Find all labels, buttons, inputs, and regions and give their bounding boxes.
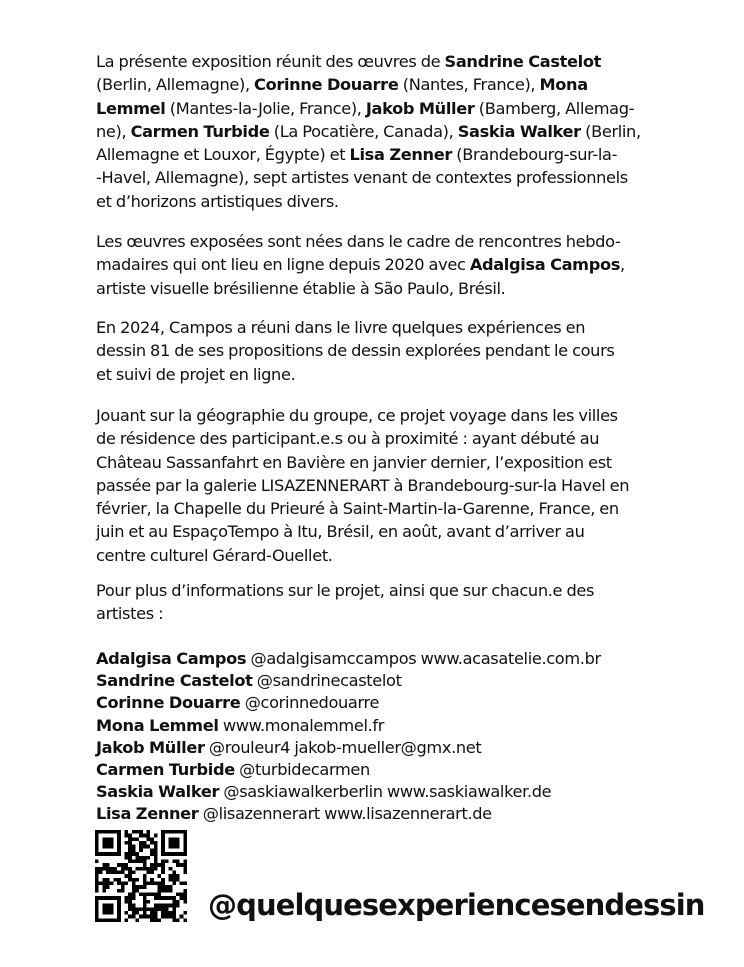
artist-name: Saskia Walker [457,121,581,141]
paragraph-book [96,316,686,386]
text-line [96,602,686,625]
contact-name: Adalgisa Campos [96,649,247,668]
contact-info: @turbidecarmen [239,760,370,780]
text-run: Allemagne et Louxor, Égypte) et [96,145,350,165]
text-line [96,520,686,543]
text-line [96,143,686,166]
text-run: Pour plus d’informations sur le projet, ainsi que sur chacun.e des [96,581,595,600]
text-line [96,97,686,120]
artist-name: Jakob Müller [365,98,475,118]
text-run: de résidence des participant.e.s ou à proximité : ayant débuté au [96,429,600,449]
contact-name: Jakob Müller [96,737,205,757]
artist-name: Adalgisa Campos [469,255,620,275]
text-run: (La Pocatière, Canada), [269,121,458,141]
text-line [96,253,686,276]
text-line [96,363,686,386]
text-run: passée par la galerie LISAZENNERART à Brandebourg-sur-la Havel en [96,475,630,495]
contact-item [96,781,601,803]
text-run: En 2024, Campos a réuni dans le livre quelques expériences en [96,318,586,337]
text-line [96,497,686,520]
contact-name: Lisa Zenner [96,804,199,824]
text-run: (Brandebourg-sur-la- [451,145,618,165]
text-run: Les œuvres exposées sont nées dans le cadre de rencontres hebdo- [96,232,621,251]
contact-info: @rouleur4 jakob-mueller@gmx.net [208,737,482,757]
contact-name: Corinne Douarre [96,693,241,713]
contact-item [96,737,601,759]
text-line [96,451,686,474]
artist-name: Lisa Zenner [349,145,452,165]
text-line [96,474,686,497]
contact-item [96,715,601,737]
text-run: février, la Chapelle du Prieuré à Saint-Martin-la-Garenne, France, en [96,499,619,519]
text-run: artiste visuelle brésilienne établie à São Paulo, Brésil. [96,278,506,298]
text-run: centre culturel Gérard-Ouellet. [96,545,333,565]
text-line [96,427,686,450]
qr-code-icon[interactable] [95,830,187,922]
paragraph-tour [96,404,686,567]
artist-name: Lemmel [96,98,166,118]
contact-info: @sandrinecastelot [256,671,402,691]
text-line [96,339,686,362]
text-run: (Mantes-la-Jolie, France), [165,98,366,118]
text-run: -Havel, Allemagne), sept artistes venant de contextes professionnels [96,168,628,188]
contact-item [96,759,601,781]
text-line [96,404,686,427]
contact-name: Carmen Turbide [96,760,235,780]
text-run: juin et au EspaçoTempo à Itu, Brésil, en août, avant d’arriver au [96,522,585,542]
text-line [96,73,686,96]
contact-item [96,692,601,714]
text-line [96,316,686,339]
contact-info: @adalgisamccampos www.acasatelie.com.br [250,649,601,668]
contact-info: @lisazennerart www.lisazennerart.de [202,804,492,824]
paragraph-more-info [96,579,686,626]
text-run: dessin 81 de ses propositions de dessin explorées pendant le cours [96,341,615,361]
contact-info: www.monalemmel.fr [222,715,385,735]
artist-name: Carmen Turbide [130,121,270,141]
contact-name: Saskia Walker [96,782,220,802]
text-line [96,579,686,602]
text-run: (Bamberg, Allemag- [474,98,635,118]
text-line [96,544,686,567]
contact-name: Mona Lemmel [96,715,219,735]
text-run: ne), [96,121,131,141]
contact-info: @saskiawalkerberlin www.saskiawalker.de [223,782,552,802]
text-run: et suivi de projet en ligne. [96,364,296,384]
paragraph-origin [96,230,686,300]
artist-name: Corinne Douarre [254,75,399,95]
contact-item [96,803,601,825]
text-run: Jouant sur la géographie du groupe, ce projet voyage dans les villes [96,406,618,425]
text-line [96,190,686,213]
artist-contact-list [96,648,601,826]
contact-info: @corinnedouarre [244,693,380,713]
text-line [96,230,686,253]
text-run: (Nantes, France), [398,75,540,95]
text-run: , [620,255,625,275]
text-line [96,50,686,73]
contact-name: Sandrine Castelot [96,671,253,691]
text-run: (Berlin, Allemagne), [96,75,255,95]
text-line [96,277,686,300]
text-run: Château Sassanfahrt en Bavière en janvier dernier, l’exposition est [96,452,612,472]
text-run: artistes : [96,604,164,624]
text-line [96,166,686,189]
artist-name: Sandrine Castelot [444,52,602,71]
contact-item [96,670,601,692]
instagram-handle: @quelquesexperiencesendessin [208,888,705,922]
text-line [96,120,686,143]
contact-item [96,648,601,670]
text-run: La présente exposition réunit des œuvres de [96,52,445,71]
text-run: (Berlin, [580,121,641,141]
text-run: madaires qui ont lieu en ligne depuis 2020 avec [96,255,470,275]
text-run: et d’horizons artistiques divers. [96,191,339,211]
artist-name: Mona [539,75,588,95]
paragraph-intro [96,50,686,213]
